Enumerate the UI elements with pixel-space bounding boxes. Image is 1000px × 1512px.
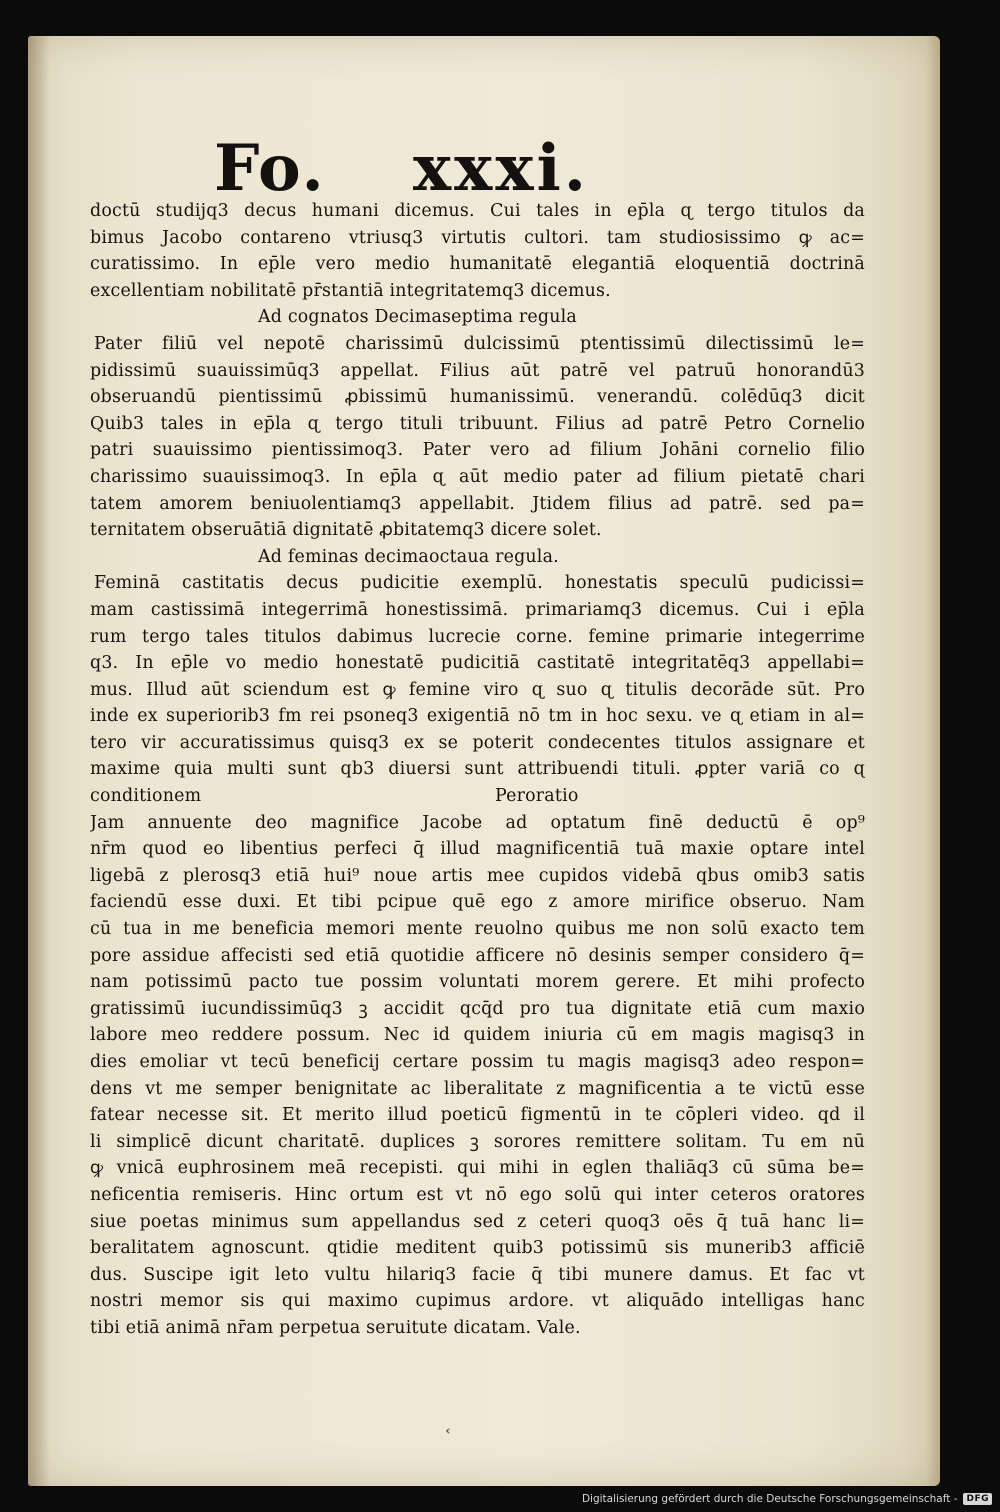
text-line: pidissimū suauissimūq3 appellat. Filius aūt patrē vel patruū honorandū3 <box>90 360 865 381</box>
text-line: neficentia remiseris. Hinc ortum est vt nō ego solū qui inter ceteros oratores <box>90 1184 865 1205</box>
text-line: rum tergo tales titulos dabimus lucrecie corne. femine primarie integerrime <box>90 626 865 647</box>
text-line: mam castissimā integerrimā honestissimā. primariamq3 dicemus. Cui i ep̄la <box>90 599 865 620</box>
text-line: doctū studijq3 decus humani dicemus. Cui tales in ep̄la ɋ tergo titulos da <box>90 201 865 221</box>
text-line: beralitatem agnoscunt. qtidie meditent quib3 potissimū sis munerib3 afficiē <box>90 1238 865 1259</box>
text-line: dens vt me semper benignitate ac liberalitate z magnificentia a te victū esse <box>90 1078 865 1099</box>
text-line-conditionem: conditionem <box>90 786 202 807</box>
text-line: tero vir accuratissimus quisq3 ex se poterit condecentes titulos assignare et <box>90 732 865 753</box>
text-line: nostri memor sis qui maximo cupimus ardore. vt aliquādo intelligas hanc <box>90 1291 865 1312</box>
text-line: curatissimo. In ep̄le vero medio humanitatē elegantiā eloquentiā doctrinā <box>90 254 865 275</box>
footer-credit: Digitalisierung gefördert durch die Deutsche Forschungsgemeinschaft - <box>581 1493 958 1505</box>
text-line: ternitatem obseruātiā dignitatē ꝓbitatemq3 dicere solet. <box>90 520 602 541</box>
text-line: pore assidue affecisti sed etiā quotidie afficere nō desinis semper considero q̄= <box>90 945 865 966</box>
text-line: cū tua in me beneficia memori mente reuolno quibus me non solū exacto tem <box>90 919 865 940</box>
book-page <box>28 36 940 1486</box>
text-line: labore meo reddere possum. Nec id quidem iniuria cū em magis magisq3 in <box>90 1025 865 1046</box>
text-line: ligebā z plerosq3 etiā hui⁹ noue artis mee cupidos videbā qbus omib3 satis <box>90 865 865 886</box>
peroratio-row <box>90 783 865 810</box>
text-line: mus. Illud aūt sciendum est ꝙ femine viro ɋ suo ɋ titulis decorāde sūt. Pro <box>90 679 865 700</box>
text-line: Ad feminas decimaoctaua regula. <box>258 546 559 567</box>
text-line: inde ex superiorib3 fm rei psoneq3 exigentiā nō tm in hoc sexu. ve ɋ etiam in al= <box>90 706 865 727</box>
peroratio-heading: Peroratio <box>495 786 579 807</box>
dfg-logo: DFG <box>963 1493 992 1505</box>
text-section-peroratio <box>90 810 865 1342</box>
folio-number: xxxi. <box>413 131 590 206</box>
text-line: tatem amorem beniuolentiamq3 appellabit. Jtidem filius ad patrē. sed pa= <box>90 493 865 514</box>
text-line: q3. In ep̄le vo medio honestatē pudicitiā castitatē integritatēq3 appellabi= <box>90 653 865 674</box>
text-line: nam potissimū pacto tue possim voluntati morem gerere. Et mihi profecto <box>90 972 865 993</box>
text-line: dies emoliar vt tecū beneficij certare possim tu magis magisq3 adeo respon= <box>90 1052 865 1072</box>
text-line: Quib3 tales in ep̄la ɋ tergo tituli tribuunt. Filius ad patrē Petro Cornelio <box>90 413 865 434</box>
text-line: fatear necesse sit. Et merito illud poeticū figmentū in te cōpleri video. qd il <box>90 1105 865 1126</box>
text-line: nr̄m quod eo libentius perfeci q̄ illud magnificentiā tuā maxie optare intel <box>90 839 865 860</box>
text-line: bimus Jacobo contareno vtriusq3 virtutis cultori. tam studiosissimo ꝙ ac= <box>90 227 865 248</box>
text-line: faciendū esse duxi. Et tibi pcipue quē ego z amore mirifice obseruo. Nam <box>90 892 865 913</box>
digitization-footer <box>582 1491 992 1507</box>
page-text <box>90 198 865 1342</box>
text-section-regulae <box>90 198 865 783</box>
text-line: siue poetas minimus sum appellandus sed z ceteri quoq3 oēs q̄ tuā hanc li= <box>90 1211 865 1232</box>
text-line: Jam annuente deo magnifice Jacobe ad optatum finē deductū ē op⁹ <box>90 812 865 833</box>
text-line: li simplicē dicunt charitatē. duplices ꝫ sorores remittere solitam. Tu em nū <box>90 1131 865 1152</box>
text-line: maxime quia multi sunt qb3 diuersi sunt attribuendi tituli. ꝓpter variā co ɋ <box>90 759 865 780</box>
text-line: Ad cognatos Decimaseptima regula <box>258 307 577 328</box>
text-line: Pater filiū vel nepotē charissimū dulcissimū ptentissimū dilectissimū le= <box>94 333 865 354</box>
text-line: dus. Suscipe igit leto vultu hilariq3 facie q̄ tibi munere damus. Et fac vt <box>90 1264 865 1285</box>
folio-prefix: Fo. <box>214 131 326 206</box>
text-line: Feminā castitatis decus pudicitie exemplū. honestatis speculū pudicissi= <box>94 573 865 594</box>
text-line: tibi etiā animā nr̄am perpetua seruitute dicatam. Vale. <box>90 1317 581 1338</box>
text-line: charissimo suauissimoq3. In ep̄la ɋ aūt medio pater ad filium pietatē chari <box>90 466 865 487</box>
text-line: gratissimū iucundissimūq3 ꝫ accidit qcq̄d pro tua dignitate etiā cum maxio <box>90 998 865 1019</box>
text-line: patri suauissimo pientissimoq3. Pater vero ad filium Johāni cornelio filio <box>90 440 865 461</box>
text-line: ꝙ vnicā euphrosinem meā recepisti. qui mihi in eglen thaliāq3 cū sūma be= <box>90 1158 865 1179</box>
text-line: obseruandū pientissimū ꝓbissimū humanissimū. venerandū. colēdūq3 dicit <box>90 387 865 408</box>
text-line: excellentiam nobilitatē pr̄stantiā integritatemq3 dicemus. <box>90 280 611 301</box>
